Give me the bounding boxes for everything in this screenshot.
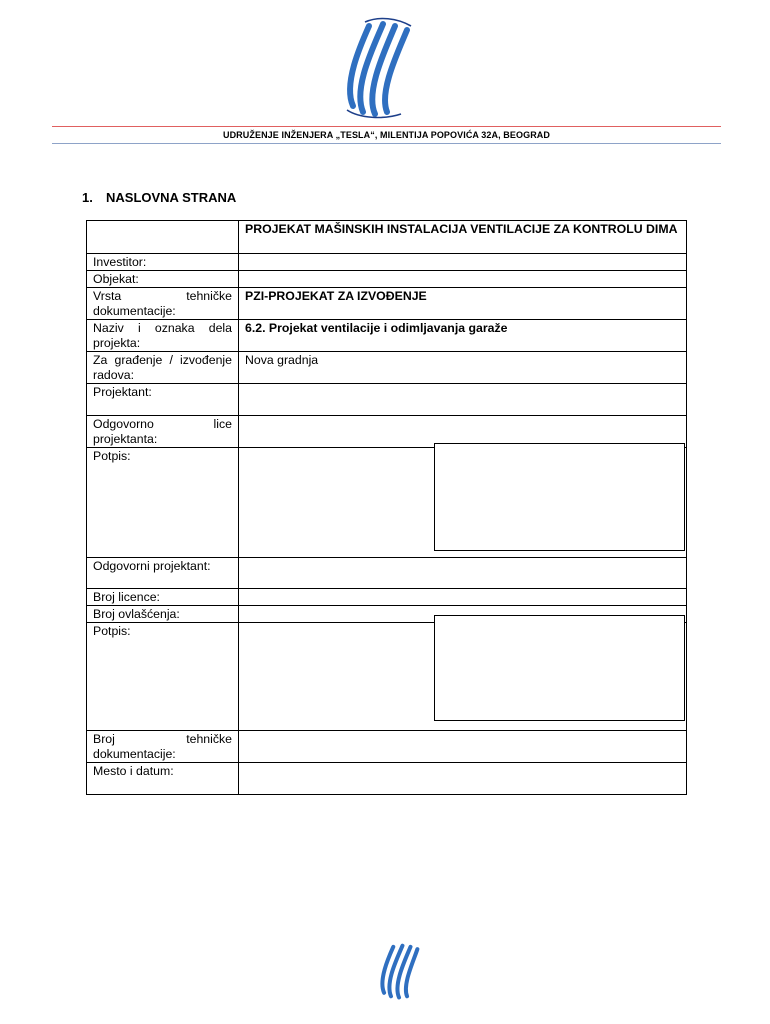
form-row-doc-type [87,288,687,320]
responsible-label: Odgovorni projektant: [87,558,239,589]
responsible-field[interactable] [239,558,687,589]
form-row-title [87,221,687,254]
section-title: NASLOVNA STRANA [106,190,237,205]
section-heading [82,190,236,205]
designer-field[interactable] [239,384,687,416]
header-blue-rule [52,143,721,144]
form-empty-cell [87,221,239,254]
part-label: Naziv i oznaka dela projekta: [87,320,239,352]
form-row-part [87,320,687,352]
place-date-field[interactable] [239,763,687,795]
object-label: Objekat: [87,271,239,288]
authorization-label: Broj ovlašćenja: [87,606,239,623]
construction-field[interactable]: Nova gradnja [239,352,687,384]
investor-label: Investitor: [87,254,239,271]
form-row-place-date [87,763,687,795]
signature-box-1[interactable] [434,443,685,551]
form-row-investor [87,254,687,271]
tesla-logo-icon [339,14,419,122]
form-row-designer [87,384,687,416]
object-field[interactable] [239,271,687,288]
designer-label: Projektant: [87,384,239,416]
signature-box-2[interactable] [434,615,685,721]
place-date-label: Mesto i datum: [87,763,239,795]
section-number: 1. [82,190,93,205]
part-field[interactable]: 6.2. Projekat ventilacije i odimljavanja garaže [239,320,687,352]
header-red-rule [52,126,721,127]
doc-type-field[interactable]: PZI-PROJEKAT ZA IZVOĐENJE [239,288,687,320]
form-row-doc-number [87,731,687,763]
form-row-construction [87,352,687,384]
doc-number-field[interactable] [239,731,687,763]
investor-field[interactable] [239,254,687,271]
doc-number-label: Broj tehničke dokumentacije: [87,731,239,763]
organization-line: UDRUŽENJE INŽENJERA „TESLA“, MILENTIJA POPOVIĆA 32A, BEOGRAD [222,130,551,140]
project-title-cell: PROJEKAT MAŠINSKIH INSTALACIJA VENTILACIJE ZA KONTROLU DIMA [239,221,687,254]
form-row-object [87,271,687,288]
license-field[interactable] [239,589,687,606]
construction-label: Za građenje / izvođenje radova: [87,352,239,384]
doc-type-label: Vrsta tehničke dokumentacije: [87,288,239,320]
designer-rep-label: Odgovorno lice projektanta: [87,416,239,448]
signature-label-2: Potpis: [87,623,239,731]
tesla-footer-logo-icon [374,940,424,1002]
form-row-license [87,589,687,606]
signature-label-1: Potpis: [87,448,239,558]
license-label: Broj licence: [87,589,239,606]
form-row-responsible [87,558,687,589]
